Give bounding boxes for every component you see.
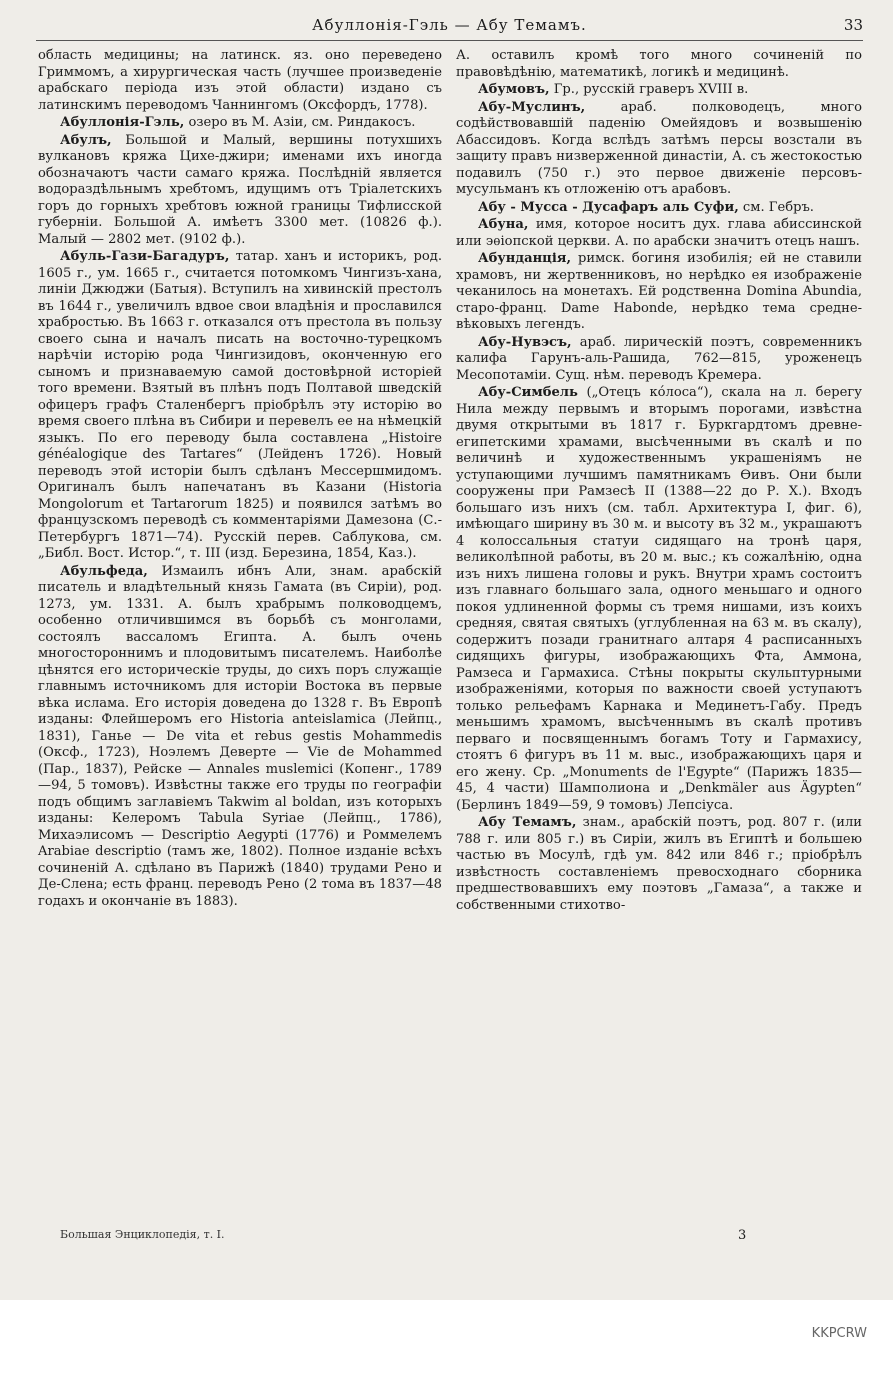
footer-note: Большая Энциклопедія, т. I. <box>60 1228 225 1241</box>
article-entry <box>38 115 442 132</box>
entry-text: татар. ханъ и историкъ, род. 1605 г., ум. 1665 г., считается потомкомъ Чингизъ-хана, линіи Джюджи (Батыя). Вступилъ на хивинскій престолъ въ 1644 г., увеличилъ вдвое свои владѣнія и прославился храбростью. Въ 1663 г. отказался отъ престола въ пользу своего сына и началъ писать на восточно-турецкомъ нарѣчіи исторію рода Чингизидовъ, оконченную его сыномъ и признаваемую самой достовѣрной исторіей того времени. Взятый въ плѣнъ подъ Полтавой шведскій офицеръ графъ Сталенбергъ пріобрѣлъ эту исторію во время своего плѣна въ Сибири и перевелъ ее на нѣмецкій языкъ. По его переводу была составлена „Histoire généalogique des Tartares“ (Лейденъ 1726). Новый переводъ этой исторіи былъ сдѣланъ Мессершмидомъ. Оригиналъ былъ напечатанъ въ Казани (Historia Mongolorum et Tartarorum 1825) и появился затѣмъ во французскомъ переводѣ съ комментаріями Дамезона (С.-Петербургъ 1871—74). Русскій перев. Саблукова, см. „Библ. Вост. Истор.“, т. III (изд. Березина, 1854, Каз.). <box>38 249 442 561</box>
entry-text: имя, которое носитъ дух. глава абиссинской или эѳіопской церкви. А. по арабски значитъ отецъ нашъ. <box>456 217 862 249</box>
entry-headword: Абунданція, <box>478 251 572 266</box>
entry-text: („Отецъ кóлоса“), скала на л. берегу Нила между первымъ и вторымъ порогами, извѣстна двумя открытыми въ 1817 г. Буркгардтомъ древне-египетскими храмами, высѣченными въ скалѣ и по величинѣ и художественнымъ украшеніямъ не уступающими лучшимъ памятникамъ Ѳивъ. Они были сооружены при Рамзесѣ II (1388—22 до Р. Х.). Входъ большаго изъ нихъ (см. табл. Архитектура I, фиг. 6), имѣющаго ширину въ 30 м. и высоту въ 32 м., украшаютъ 4 колоссальныя статуи сидящаго на тронѣ царя, великолѣпной работы, въ 20 м. выс.; къ сожалѣнію, одна изъ нихъ лишена головы и рукъ. Внутри храмъ состоитъ изъ главнаго большаго зала, одного меньшаго и одного покоя удлиненной формы съ тремя нишами, изъ коихъ средняя, святая святыхъ (углубленная на 63 м. въ скалу), содержитъ позади гранитнаго алтаря 4 расписанныхъ сидящихъ фигуры, изображающихъ Фта, Аммона, Рамзеса и Гармахиса. Стѣны покрыты скульптурными изображеніями, которыя по важности своей уступаютъ только рельефамъ Карнака и Мединетъ-Габу. Предъ меньшимъ храмомъ, высѣченнымъ въ скалѣ противъ перваго и посвященнымъ богамъ Тоту и Гармахису, стоятъ 6 фигуръ въ 11 м. выс., изображающихъ царя и его жену. Ср. „Monuments de l'Egypte“ (Парижъ 1835—45, 4 части) Шамполиона и „Denkmäler aus Ägypten“ (Берлинъ 1849—59, 9 томовъ) Лепсіуса. <box>456 385 862 813</box>
right-column <box>456 48 862 915</box>
article-entry <box>38 249 442 563</box>
entry-text: Гр., русскій граверъ XVIII в. <box>549 82 749 97</box>
article-entry <box>38 48 442 114</box>
entry-text: область медицины; на латинск. яз. оно переведено Гриммомъ, а хирургическая часть (лучшее произведеніе арабскаго періода изъ этой области) издано съ латинскимъ переводомъ Чаннингомъ (Оксфордъ, 1778). <box>38 48 442 113</box>
entry-text: римск. богиня изобилія; ей не ставили храмовъ, ни жертвенниковъ, но нерѣдко ея изображеніе чеканилось на монетахъ. Ей родственна Domina Abundia, старо-франц. Dame Habonde, нерѣдко тема средне-вѣковыхъ легендъ. <box>456 251 862 332</box>
entry-headword: Абу - Мусса - Дусафаръ аль Суфи, <box>478 199 739 215</box>
article-entry <box>38 564 442 911</box>
article-entry <box>38 133 442 249</box>
article-entry <box>456 385 862 814</box>
entry-headword: Абу Темамъ, <box>478 815 577 830</box>
article-entry <box>456 251 862 334</box>
entry-headword: Абуна, <box>478 217 529 232</box>
entry-headword: Абумовъ, <box>478 82 550 97</box>
entry-text: см. Гебръ. <box>738 199 814 215</box>
entry-headword: Абу-Симбель <box>478 385 578 400</box>
running-header <box>36 14 863 41</box>
watermark-id: KKPCRW <box>811 1326 867 1341</box>
entry-text: араб. лирическій поэтъ, современникъ калифа Гарунъ-аль-Рашида, 762—815, уроженецъ Месопотаміи. Сущ. нѣм. переводъ Кремера. <box>456 334 862 383</box>
article-entry <box>456 100 862 199</box>
entry-headword: Абуль-Гази-Багадуръ, <box>60 249 230 264</box>
signature-number: 3 <box>738 1228 747 1243</box>
article-entry <box>456 217 862 250</box>
entry-text: Измаилъ ибнъ Али, знам. арабскій писатель и владѣтельный князь Гамата (въ Сиріи), род. 1273, ум. 1331. А. былъ храбрымъ полководцемъ, особенно отличившимся въ борьбѣ съ монголами, состоялъ вассаломъ Египта. А. былъ очень многостороннимъ и плодовитымъ писателемъ. Наиболѣе цѣнятся его историческіе труды, до сихъ поръ служащіе главнымъ источникомъ для исторіи Востока въ первые вѣка ислама. Его исторія доведена до 1328 г. Въ Европѣ изданы: Флейшеромъ его Historia anteislamica (Лейпц., 1831), Ганье — De vita et rebus gestis Mohammedis (Оксф., 1723), Ноэлемъ Деверте — Vie de Mohammed (Пар., 1837), Рейске — Annales muslemici (Копенг., 1789—94, 5 томовъ). Извѣстны также его труды по географіи подъ общимъ заглавіемъ Takwim al boldan, изъ которыхъ изданы: Келеромъ Tabula Syriae (Лейпц., 1786), Михаэлисомъ — Descriptio Aegypti (1776) и Роммелемъ Arabiae descriptio (тамъ же, 1802). Полное изданіе всѣхъ сочиненій А. сдѣлано въ Парижѣ (1840) трудами Рено и Де-Слена; есть франц. переводъ Рено (2 тома въ 1837—48 годахъ и окончаніе въ 1883). <box>38 563 442 909</box>
bottom-strip <box>0 1300 893 1390</box>
entry-headword: Абульфеда, <box>60 563 148 579</box>
entry-headword: Абуллонія-Гэль, <box>60 115 185 130</box>
entry-headword: Абу-Муслинъ, <box>478 99 586 115</box>
left-column <box>38 48 442 911</box>
entry-text: араб. полководецъ, много содѣйствовавшій паденію Омейядовъ и возвышенію Абассидовъ. Когда вслѣдъ затѣмъ персы возстали въ защиту правъ низверженной династіи, А. съ жестокостью подавилъ (750 г.) это первое движеніе персовъ-мусульманъ къ отложенію отъ арабовъ. <box>456 99 862 197</box>
page-number: 33 <box>843 16 863 34</box>
article-entry <box>456 200 862 217</box>
article-entry <box>456 815 862 914</box>
header-title: Абуллонія-Гэль — Абу Темамъ. <box>312 16 587 34</box>
entry-text: Большой и Малый, вершины потухшихъ вулкановъ кряжа Цихе-джири; именами ихъ иногда обозначаютъ части самаго кряжа. Послѣдній является водораздѣльнымъ хребтомъ, идущимъ отъ Тріалетскихъ горъ до горныхъ хребтовъ южной границы Тифлисской губерніи. Большой А. имѣетъ 3300 мет. (10826 ф.). Малый — 2802 мет. (9102 ф.). <box>38 132 442 247</box>
article-entry <box>456 48 862 81</box>
entry-headword: Абу-Нувэсъ, <box>478 334 572 350</box>
entry-headword: Абулъ, <box>60 132 112 148</box>
entry-text: озеро въ М. Азіи, см. Риндакосъ. <box>184 115 416 130</box>
article-entry <box>456 82 862 99</box>
entry-text: знам., арабскій поэтъ, род. 807 г. (или 788 г. или 805 г.) въ Сиріи, жилъ въ Египтѣ и большею частью въ Мосулѣ, гдѣ ум. 842 или 846 г.; пріобрѣлъ извѣстность составленіемъ превосходнаго сборника предшествовавшихъ ему поэтовъ „Гамаза“, а также и собственными стихотво- <box>456 815 862 913</box>
article-entry <box>456 335 862 385</box>
entry-text: А. оставилъ кромѣ того много сочиненій по правовѣдѣнію, математикѣ, логикѣ и медицинѣ. <box>456 48 862 80</box>
